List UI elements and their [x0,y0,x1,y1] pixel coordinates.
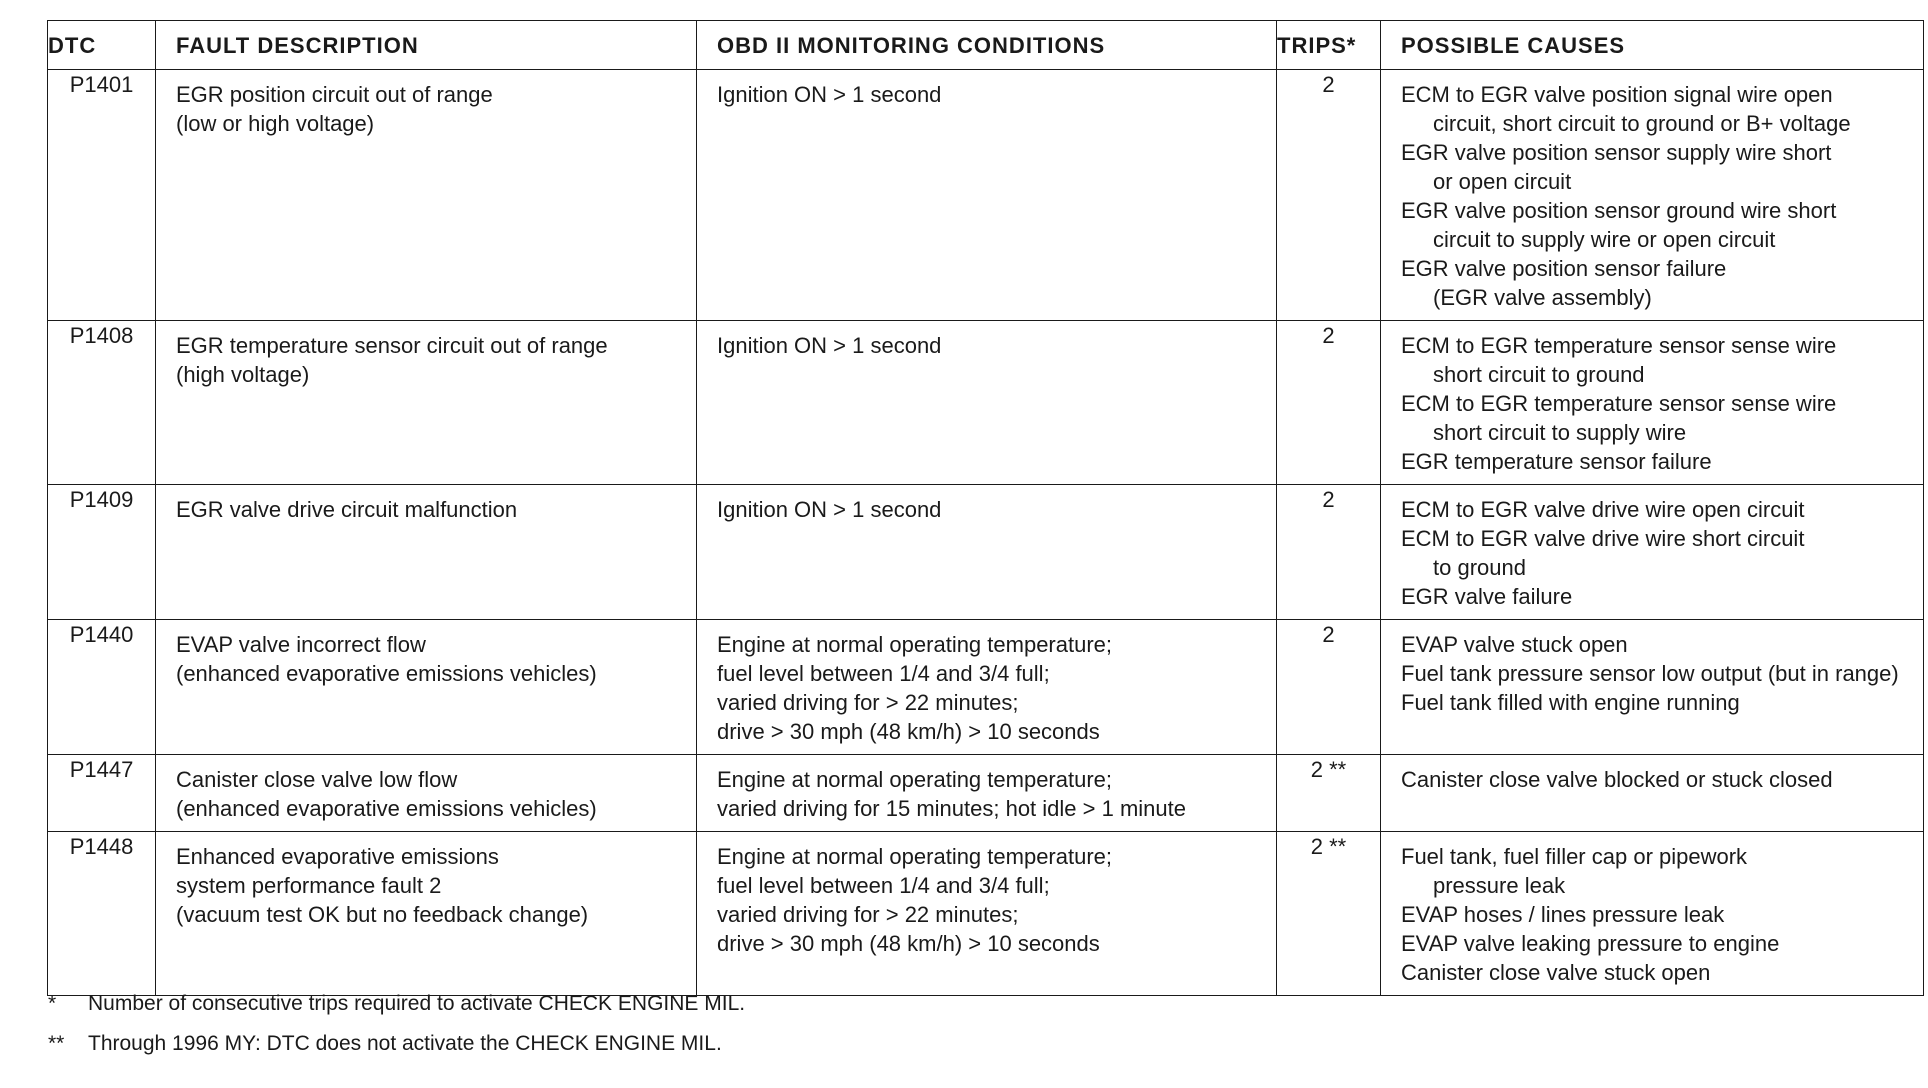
cause-line: pressure leak [1433,873,1566,898]
cause-item [1401,138,1913,196]
monitoring-conditions [697,620,1277,755]
header-dtc: DTC [48,21,156,70]
monitoring-conditions [697,70,1277,321]
fault-line: EVAP valve incorrect flow [176,632,426,657]
fault-line: (enhanced evaporative emissions vehicles) [176,661,597,686]
fault-line: EGR temperature sensor circuit out of range [176,333,608,358]
cause-line: short circuit to supply wire [1433,420,1687,445]
condition-line: Ignition ON > 1 second [717,333,942,358]
cause-item [1401,582,1913,611]
cause-item [1401,659,1913,688]
fault-description [156,755,697,832]
cause-item [1401,447,1913,476]
footnotes [48,984,745,1064]
trips-count: 2 [1277,321,1381,485]
cause-item [1401,389,1913,447]
cause-item [1401,765,1913,794]
footnote-text: Number of consecutive trips required to activate CHECK ENGINE MIL. [88,992,746,1015]
condition-line: drive > 30 mph (48 km/h) > 10 seconds [717,719,1100,744]
dtc-code: P1448 [48,832,156,996]
cause-item [1401,80,1913,138]
dtc-code: P1447 [48,755,156,832]
header-fault-label: FAULT DESCRIPTION [176,32,419,58]
cause-line: Fuel tank pressure sensor low output (but in range) [1401,661,1899,686]
cause-line: circuit, short circuit to ground or B+ voltage [1433,111,1851,136]
fault-description [156,485,697,620]
cause-line: EVAP valve leaking pressure to engine [1401,931,1780,956]
cause-item [1401,331,1913,389]
header-obd-label: OBD II MONITORING CONDITIONS [717,32,1106,58]
cause-line: EGR temperature sensor failure [1401,449,1712,474]
cause-item [1401,495,1913,524]
cause-line: Canister close valve blocked or stuck closed [1401,767,1833,792]
fault-line: Canister close valve low flow [176,767,458,792]
cause-line: EVAP hoses / lines pressure leak [1401,902,1725,927]
header-row [48,21,1924,70]
cause-line: ECM to EGR temperature sensor sense wire [1401,333,1837,358]
cause-line: EGR valve position sensor supply wire short [1401,140,1832,165]
footnote-text: Through 1996 MY: DTC does not activate the CHECK ENGINE MIL. [88,1032,722,1055]
possible-causes [1381,832,1924,996]
cause-line: Fuel tank filled with engine running [1401,690,1740,715]
condition-line: fuel level between 1/4 and 3/4 full; [717,661,1050,686]
possible-causes [1381,620,1924,755]
cause-item [1401,958,1913,987]
monitoring-conditions [697,832,1277,996]
cause-line: ECM to EGR valve position signal wire open [1401,82,1833,107]
cause-line: EGR valve position sensor failure [1401,256,1727,281]
monitoring-conditions [697,755,1277,832]
table-row [48,70,1924,321]
fault-line: Enhanced evaporative emissions [176,844,499,869]
dtc-code: P1440 [48,620,156,755]
table-row [48,485,1924,620]
possible-causes [1381,321,1924,485]
condition-line: fuel level between 1/4 and 3/4 full; [717,873,1050,898]
condition-line: varied driving for > 22 minutes; [717,902,1019,927]
condition-line: Ignition ON > 1 second [717,497,942,522]
cause-line: short circuit to ground [1433,362,1645,387]
fault-line: (low or high voltage) [176,111,375,136]
trips-count: 2 ** [1277,832,1381,996]
footnote-mark: ** [48,1032,65,1055]
cause-item [1401,900,1913,929]
dtc-code: P1401 [48,70,156,321]
condition-line: varied driving for > 22 minutes; [717,690,1019,715]
cause-line: ECM to EGR valve drive wire short circuit [1401,526,1805,551]
header-possible-causes [1381,21,1924,70]
fault-description [156,620,697,755]
cause-item [1401,688,1913,717]
condition-line: Engine at normal operating temperature; [717,844,1113,869]
monitoring-conditions [697,321,1277,485]
dtc-code: P1408 [48,321,156,485]
cause-line: to ground [1433,555,1526,580]
cause-line: (EGR valve assembly) [1433,285,1652,310]
cause-line: circuit to supply wire or open circuit [1433,227,1776,252]
table-row [48,755,1924,832]
cause-line: EGR valve position sensor ground wire short [1401,198,1837,223]
monitoring-conditions [697,485,1277,620]
condition-line: varied driving for 15 minutes; hot idle > 1 minute [717,796,1186,821]
cause-item [1401,929,1913,958]
table-row [48,620,1924,755]
fault-line: (high voltage) [176,362,310,387]
dtc-code: P1409 [48,485,156,620]
trips-count: 2 ** [1277,755,1381,832]
cause-item [1401,524,1913,582]
fault-line: EGR valve drive circuit malfunction [176,497,518,522]
cause-line: EVAP valve stuck open [1401,632,1628,657]
footnote-mark: * [48,992,57,1015]
fault-description [156,321,697,485]
cause-line: or open circuit [1433,169,1572,194]
fault-line: (vacuum test OK but no feedback change) [176,902,589,927]
fault-line: EGR position circuit out of range [176,82,493,107]
cause-item [1401,254,1913,312]
table-row [48,832,1924,996]
cause-line: Canister close valve stuck open [1401,960,1711,985]
cause-line: Fuel tank, fuel filler cap or pipework [1401,844,1748,869]
trips-count: 2 [1277,70,1381,321]
trips-count: 2 [1277,620,1381,755]
header-obd-conditions [697,21,1277,70]
trips-count: 2 [1277,485,1381,620]
cause-line: ECM to EGR temperature sensor sense wire [1401,391,1837,416]
cause-item [1401,196,1913,254]
footnote [48,984,745,1024]
condition-line: Engine at normal operating temperature; [717,767,1113,792]
footnote [48,1024,745,1064]
possible-causes [1381,755,1924,832]
possible-causes [1381,70,1924,321]
fault-line: (enhanced evaporative emissions vehicles) [176,796,597,821]
condition-line: drive > 30 mph (48 km/h) > 10 seconds [717,931,1100,956]
cause-line: ECM to EGR valve drive wire open circuit [1401,497,1805,522]
header-fault-description [156,21,697,70]
table-row [48,321,1924,485]
fault-line: system performance fault 2 [176,873,442,898]
cause-item [1401,630,1913,659]
condition-line: Ignition ON > 1 second [717,82,942,107]
dtc-table [47,20,1924,996]
cause-item [1401,842,1913,900]
fault-description [156,832,697,996]
header-trips: TRIPS* [1277,21,1381,70]
possible-causes [1381,485,1924,620]
condition-line: Engine at normal operating temperature; [717,632,1113,657]
header-causes-label: POSSIBLE CAUSES [1401,32,1626,58]
fault-description [156,70,697,321]
cause-line: EGR valve failure [1401,584,1573,609]
